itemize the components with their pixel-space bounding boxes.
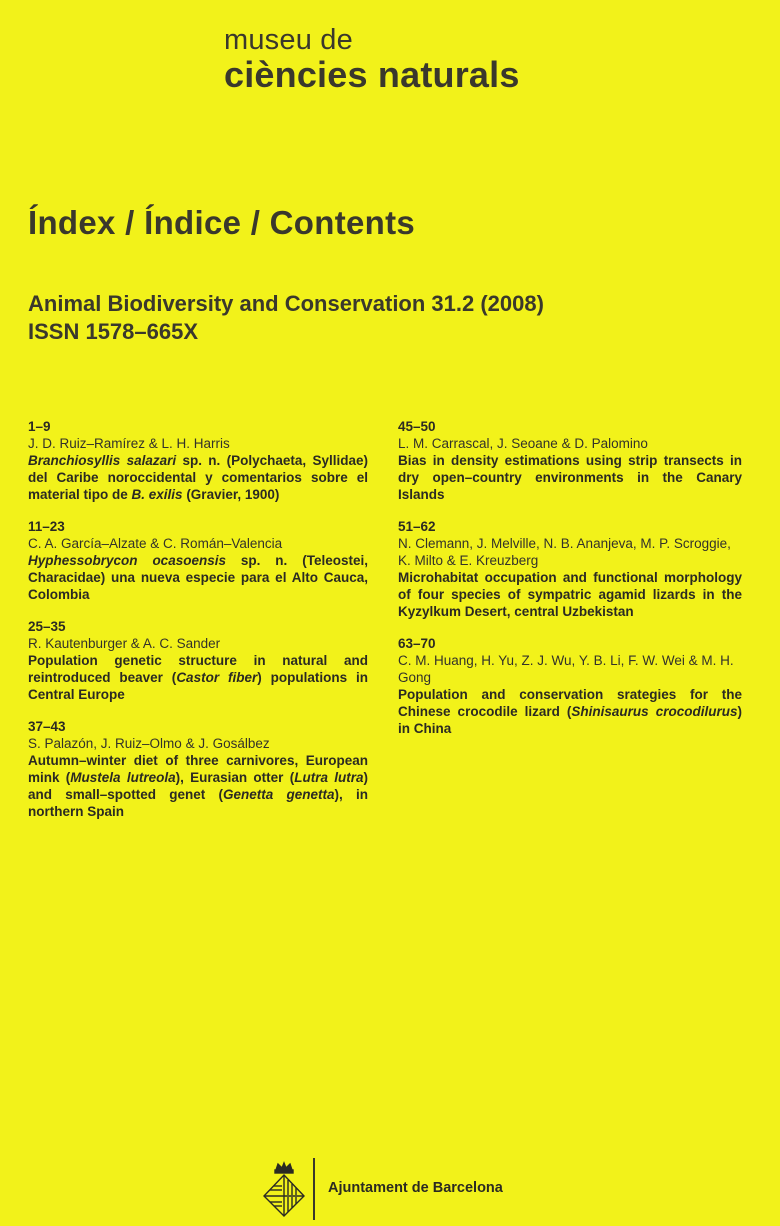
entry-pages: 1–9 — [28, 419, 51, 434]
entry-authors: C. A. García–Alzate & C. Román–Valencia — [28, 536, 283, 551]
entry-authors: L. M. Carrascal, J. Seoane & D. Palomino — [398, 436, 648, 451]
entry-title-species: Branchiosyllis salazari — [28, 453, 177, 468]
entry-authors: N. Clemann, J. Melville, N. B. Ananjeva, M. P. Scroggie, K. Milto & E. Kreuzberg — [398, 536, 731, 568]
journal-name: Animal Biodiversity and Conservation 31.2 (2008) — [28, 291, 544, 316]
entry-pages: 51–62 — [398, 519, 436, 534]
entry-title-text: Autumn–winter diet of three carnivores, European mink ( — [28, 753, 368, 785]
contents-entry — [28, 718, 368, 820]
entry-pages: 63–70 — [398, 636, 436, 651]
contents-column-left — [28, 418, 368, 835]
entry-title — [398, 452, 742, 503]
barcelona-crest-icon — [260, 1160, 308, 1218]
entry-title-species: Castor fiber — [176, 670, 258, 685]
entry-title-text: Microhabitat occupation and functional morphology of four species of sympatric agamid lizards in the Kyzylkum Desert, central Uzbekistan — [398, 570, 742, 619]
entry-pages: 45–50 — [398, 419, 436, 434]
entry-pages: 37–43 — [28, 719, 66, 734]
entry-title-text: Population genetic structure in natural and reintroduced beaver ( — [28, 653, 368, 685]
entry-title-text: ), in northern Spain — [28, 787, 368, 819]
entry-title — [28, 452, 368, 503]
entry-title-text: ) and small–spotted genet ( — [28, 770, 368, 802]
entry-title — [398, 686, 742, 737]
entry-title — [28, 652, 368, 703]
contents-entry — [28, 618, 368, 703]
ajuntament-label: Ajuntament de Barcelona — [328, 1180, 503, 1196]
entry-pages: 11–23 — [28, 519, 65, 534]
brand-line-2: ciències naturals — [224, 54, 520, 95]
entry-authors: C. M. Huang, H. Yu, Z. J. Wu, Y. B. Li, F. W. Wei & M. H. Gong — [398, 653, 734, 685]
entry-title-text: Bias in density estimations using strip transects in dry open–country environments in the Canary Islands — [398, 453, 742, 502]
entry-title-species: Lutra lutra — [294, 770, 364, 785]
entry-title-text: ) populations in Central Europe — [28, 670, 368, 702]
entry-title-text: ), Eurasian otter ( — [175, 770, 295, 785]
entry-title-species: Shinisaurus crocodilurus — [571, 704, 738, 719]
entry-title-species: Hyphessobrycon ocasoensis — [28, 553, 226, 568]
entry-title-species: B. exilis — [131, 487, 183, 502]
contents-column-right — [398, 418, 742, 752]
contents-entry — [398, 635, 742, 737]
contents-entry — [398, 418, 742, 503]
brand-line-1: museu de — [224, 24, 353, 56]
entry-title-species: Genetta genetta — [223, 787, 335, 802]
entry-title-text: (Gravier, 1900) — [182, 487, 280, 502]
journal-issn: ISSN 1578–665X — [28, 319, 199, 344]
entry-authors: J. D. Ruiz–Ramírez & L. H. Harris — [28, 436, 230, 451]
entry-title — [28, 752, 368, 820]
index-title: Índex / Índice / Contents — [28, 204, 416, 241]
museum-brand — [224, 24, 520, 94]
contents-entry — [28, 518, 368, 603]
entry-title-text: Population and conservation srategies for the Chinese crocodile lizard ( — [398, 687, 742, 719]
entry-pages: 25–35 — [28, 619, 66, 634]
entry-title — [398, 569, 742, 620]
entry-authors: R. Kautenburger & A. C. Sander — [28, 636, 221, 651]
entry-title-species: Mustela lutreola — [70, 770, 176, 785]
entry-title-text: sp. n. (Polychaeta, Syllidae) del Caribe noroccidental y comentarios sobre el material tipo de — [28, 453, 369, 502]
journal-heading — [28, 290, 544, 346]
entry-title-text: sp. n. (Teleostei, Characidae) una nueva especie para el Alto Cauca, Colombia — [28, 553, 368, 602]
entry-title — [28, 552, 368, 603]
footer-divider — [313, 1158, 315, 1220]
entry-title-text: ) in China — [398, 704, 742, 736]
contents-entry — [398, 518, 742, 620]
contents-entry — [28, 418, 368, 503]
entry-authors: S. Palazón, J. Ruiz–Olmo & J. Gosálbez — [28, 736, 270, 751]
